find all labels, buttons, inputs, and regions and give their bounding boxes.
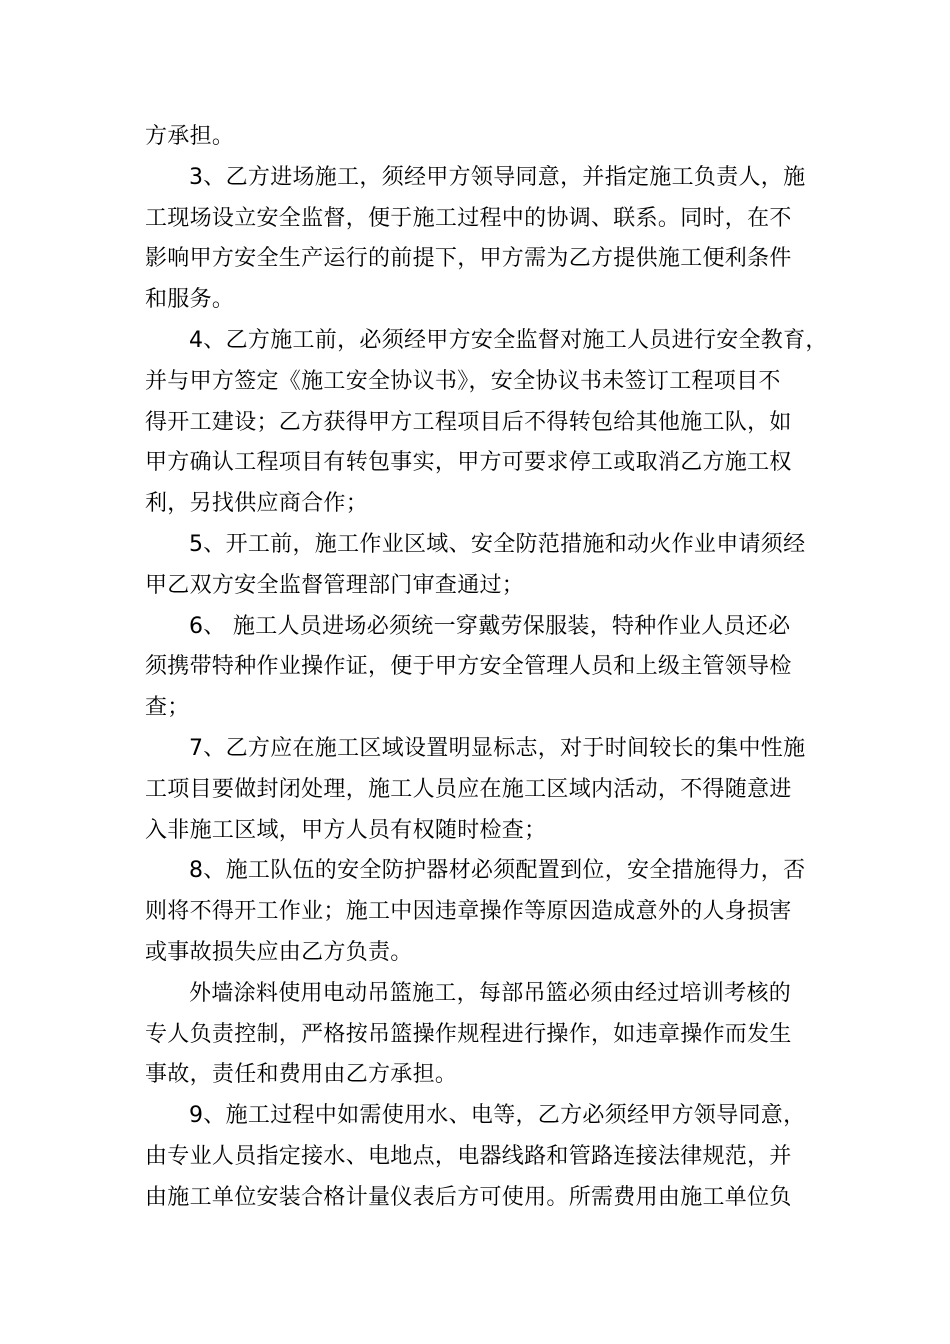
- text-line: 工项目要做封闭处理，施工人员应在施工区域内活动，不得随意进: [145, 776, 792, 802]
- text-line: 甲方确认工程项目有转包事实，甲方可要求停工或取消乙方施工权: [145, 450, 792, 476]
- text-line: 得开工建设；乙方获得甲方工程项目后不得转包给其他施工队，如: [145, 409, 792, 435]
- text-line: 须携带特种作业操作证，便于甲方安全管理人员和上级主管领导检: [145, 654, 792, 680]
- document-body: [145, 117, 828, 1219]
- text-line: 3、乙方进场施工，须经甲方领导同意，并指定施工负责人，施: [189, 164, 806, 190]
- text-line: 专人负责控制，严格按吊篮操作规程进行操作，如违章操作而发生: [145, 1021, 792, 1047]
- text-line: 8、施工队伍的安全防护器材必须配置到位，安全措施得力，否: [189, 858, 806, 884]
- text-line: 则将不得开工作业；施工中因违章操作等原因造成意外的人身损害: [145, 899, 792, 925]
- text-line: 查；: [145, 695, 190, 721]
- text-line: 5、开工前，施工作业区域、安全防范措施和动火作业申请须经: [189, 531, 806, 557]
- text-line: 甲乙双方安全监督管理部门审查通过；: [145, 572, 525, 598]
- text-line: 和服务。: [145, 287, 235, 313]
- text-line: 影响甲方安全生产运行的前提下，甲方需为乙方提供施工便利条件: [145, 246, 792, 272]
- text-line: 事故，责任和费用由乙方承担。: [145, 1062, 458, 1088]
- text-line: 外墙涂料使用电动吊篮施工，每部吊篮必须由经过培训考核的: [189, 980, 792, 1006]
- text-line: 7、乙方应在施工区域设置明显标志，对于时间较长的集中性施: [189, 735, 806, 761]
- text-line: 并与甲方签定《施工安全协议书》，安全协议书未签订工程项目不: [145, 368, 781, 394]
- text-line: 或事故损失应由乙方负责。: [145, 939, 413, 965]
- text-line: 方承担。: [145, 124, 235, 149]
- text-line: 由专业人员指定接水、电地点，电器线路和管路连接法律规范，并: [145, 1143, 792, 1169]
- text-line: 利，另找供应商合作；: [145, 491, 369, 517]
- text-line: 6、 施工人员进场必须统一穿戴劳保服装，特种作业人员还必: [189, 613, 791, 639]
- text-line: 工现场设立安全监督，便于施工过程中的协调、联系。同时，在不: [145, 205, 792, 231]
- text-line: 4、乙方施工前，必须经甲方安全监督对施工人员进行安全教育，: [189, 327, 828, 353]
- text-line: 9、施工过程中如需使用水、电等，乙方必须经甲方领导同意，: [189, 1103, 806, 1129]
- text-line: 入非施工区域，甲方人员有权随时检查；: [145, 817, 547, 843]
- text-line: 由施工单位安装合格计量仪表后方可使用。所需费用由施工单位负: [145, 1184, 792, 1210]
